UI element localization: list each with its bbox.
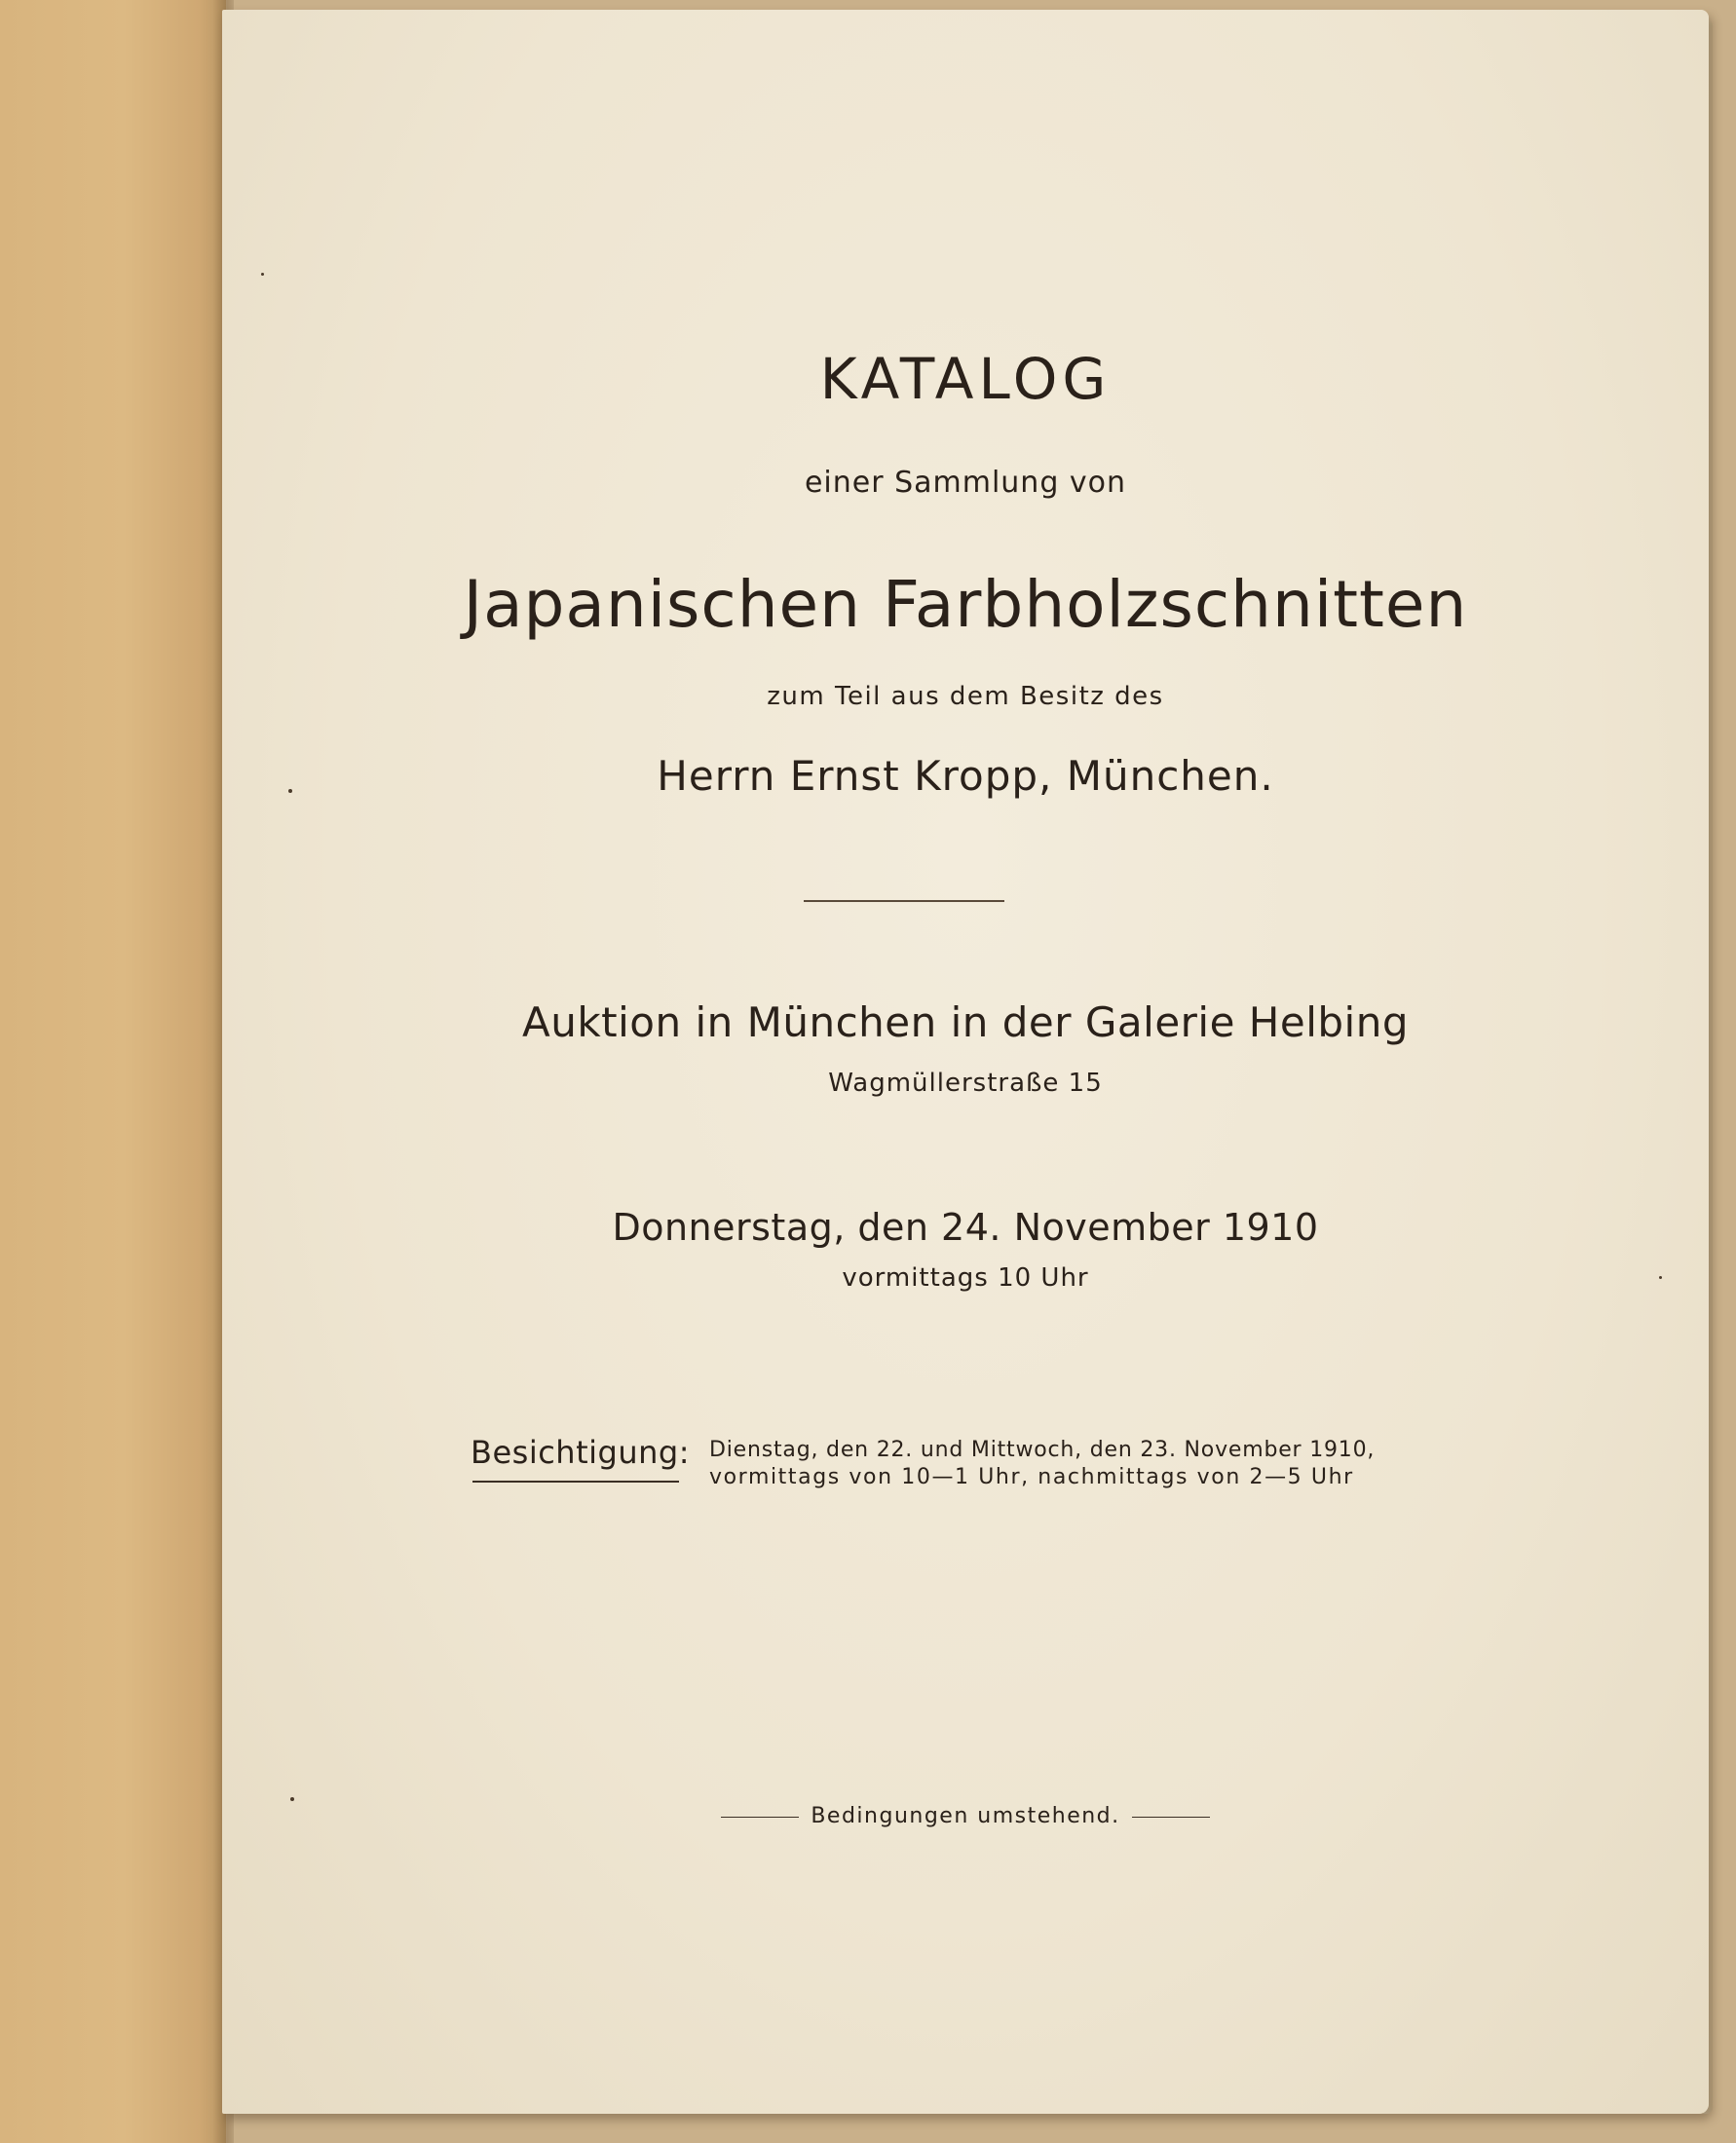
viewing-block [471,1434,1445,1492]
footer-dash-left [721,1817,799,1818]
collection-title: Japanischen Farbholzschnitten [463,567,1468,642]
footer-dash-right [1132,1817,1210,1818]
paper-speck [290,1797,294,1801]
title-page [222,10,1709,2114]
auction-location: Auktion in München in der Galerie Helbing [522,998,1409,1046]
divider-rule [804,900,1004,902]
owner-name: Herrn Ernst Kropp, München. [657,752,1274,800]
footer-text: Bedingungen umstehend. [811,1804,1120,1828]
cover-flap [0,0,226,2143]
footer-note [222,1804,1709,1828]
auction-date: Donnerstag, den 24. November 1910 [612,1206,1319,1249]
catalog-subtitle: einer Sammlung von [804,466,1127,500]
viewing-underline [472,1481,679,1483]
catalog-title: KATALOG [819,346,1112,412]
paper-speck [261,273,264,276]
viewing-label: Besichtigung: [471,1434,690,1471]
auction-address: Wagmüllerstraße 15 [828,1069,1103,1098]
viewing-dates: Dienstag, den 22. und Mittwoch, den 23. November 1910, [709,1438,1376,1462]
viewing-hours: vormittags von 10—1 Uhr, nachmittags von 2—5 Uhr [709,1465,1354,1489]
paper-speck [288,789,292,793]
auction-time: vormittags 10 Uhr [842,1263,1089,1293]
provenance-line: zum Teil aus dem Besitz des [767,682,1164,711]
paper-speck [1659,1276,1662,1279]
